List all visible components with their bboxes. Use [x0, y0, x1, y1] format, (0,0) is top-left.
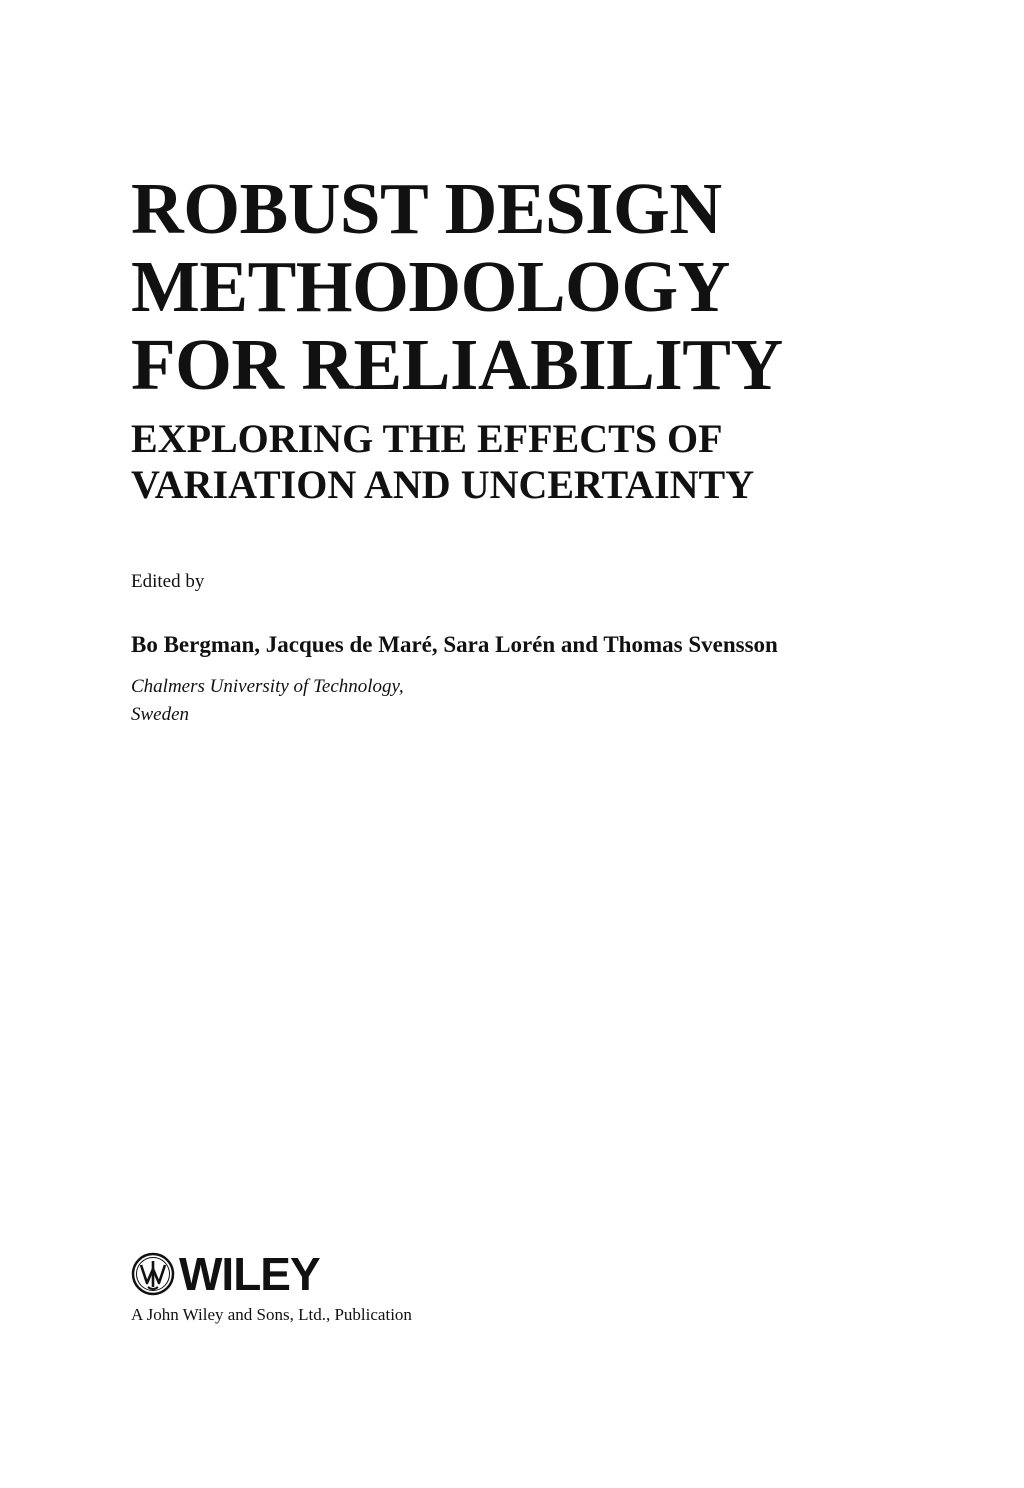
book-title-line: FOR RELIABILITY	[131, 324, 783, 405]
publisher-line: A John Wiley and Sons, Ltd., Publication	[131, 1305, 412, 1324]
publisher-wordmark: WILEY	[179, 1248, 320, 1300]
affiliation-line: Chalmers University of Technology,	[131, 676, 404, 697]
book-title	[131, 170, 951, 404]
editors-affiliation	[131, 673, 404, 729]
wiley-emblem-icon	[131, 1252, 175, 1296]
affiliation-line: Sweden	[131, 704, 190, 725]
book-subtitle	[131, 416, 951, 508]
edited-by-label: Edited by	[131, 571, 205, 592]
book-subtitle-line: EXPLORING THE EFFECTS OF	[131, 416, 723, 461]
editors-list: Bo Bergman, Jacques de Maré, Sara Lorén and Thomas Svensson	[131, 632, 778, 657]
book-title-line: METHODOLOGY	[131, 246, 730, 327]
publisher-logo	[131, 1250, 320, 1298]
book-subtitle-line: VARIATION AND UNCERTAINTY	[131, 462, 755, 507]
book-title-line: ROBUST DESIGN	[131, 168, 722, 249]
